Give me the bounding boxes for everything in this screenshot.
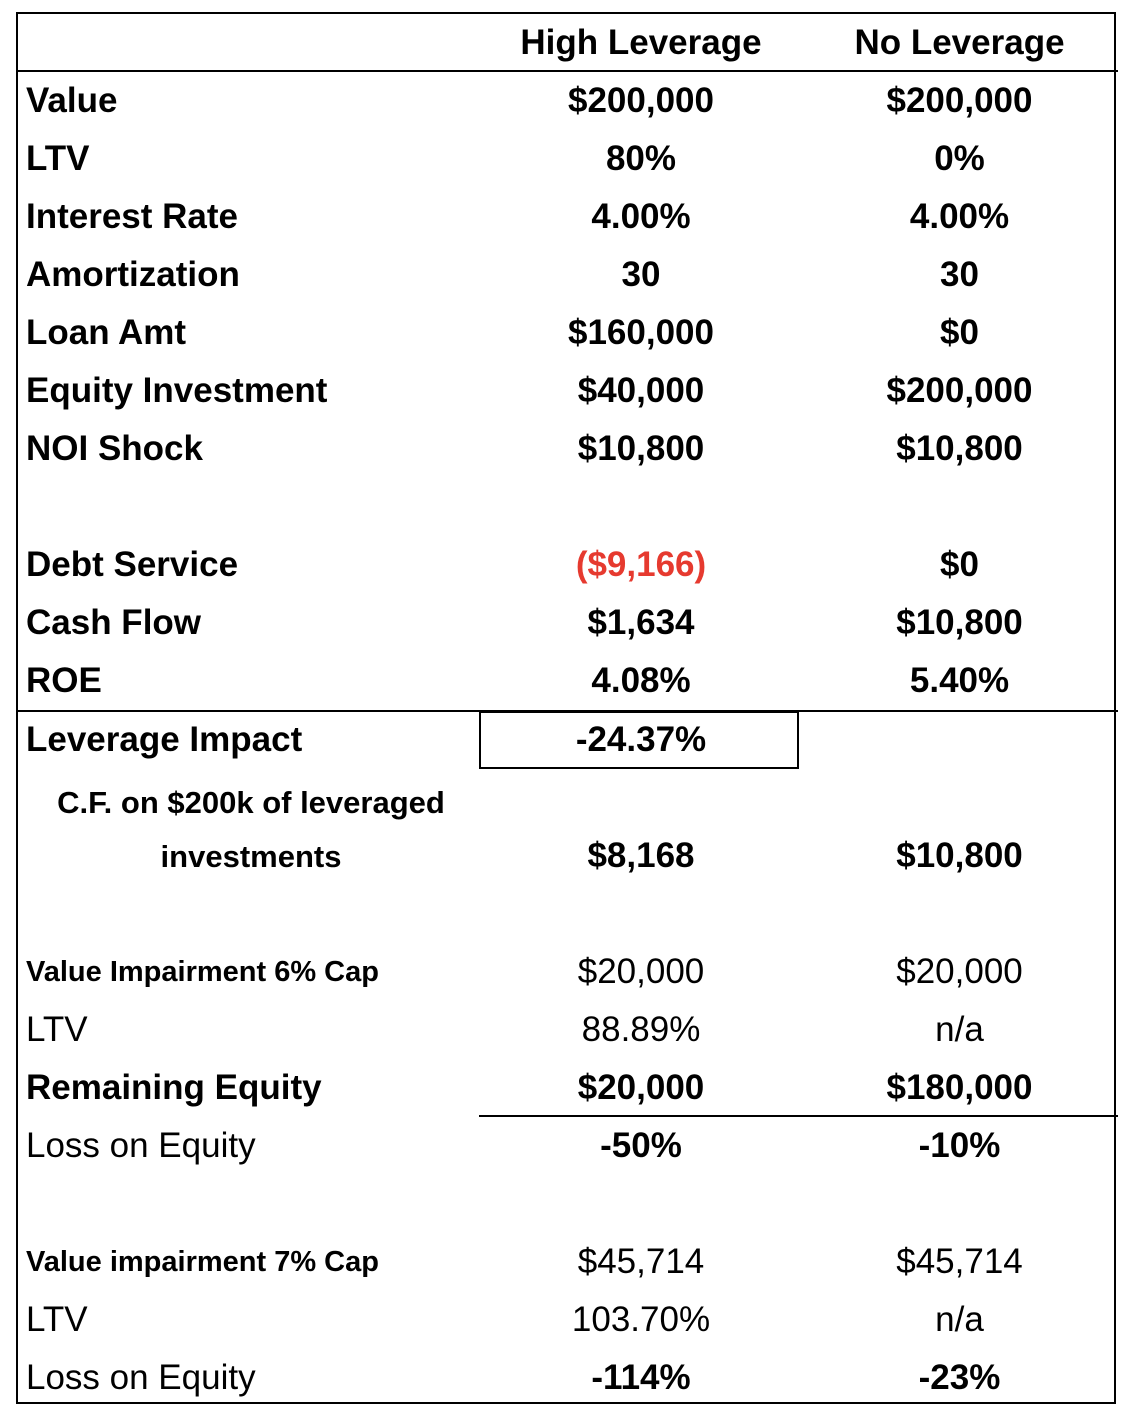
roe-high: 4.08% bbox=[591, 661, 691, 700]
remaining-equity-none: $180,000 bbox=[886, 1068, 1033, 1107]
amortization-high: 30 bbox=[621, 255, 661, 294]
ltv-none: 0% bbox=[934, 139, 985, 178]
row-label-value-impairment-7: Value impairment 7% Cap bbox=[26, 1246, 379, 1278]
noi-shock-none: $10,800 bbox=[896, 429, 1023, 468]
value-none: $200,000 bbox=[886, 81, 1033, 120]
debt-service-high: ($9,166) bbox=[575, 545, 707, 584]
row-label-amortization: Amortization bbox=[26, 255, 240, 294]
row-label-loss-on-equity-7: Loss on Equity bbox=[26, 1358, 256, 1397]
interest-rate-none: 4.00% bbox=[909, 197, 1010, 236]
cash-flow-high: $1,634 bbox=[587, 603, 695, 642]
row-label-cf-200k bbox=[26, 776, 476, 884]
row-label-equity-investment: Equity Investment bbox=[26, 371, 328, 410]
equity-investment-high: $40,000 bbox=[577, 371, 705, 410]
row-label-debt-service: Debt Service bbox=[26, 545, 239, 584]
loss-on-equity-7-high: -114% bbox=[591, 1358, 691, 1397]
amortization-none: 30 bbox=[940, 255, 979, 294]
debt-service-none: $0 bbox=[940, 545, 979, 584]
row-label-ltv: LTV bbox=[26, 139, 90, 178]
noi-shock-high: $10,800 bbox=[577, 429, 705, 468]
row-label-loan-amt: Loan Amt bbox=[26, 313, 187, 352]
cf-200k-label-line1: C.F. on $200k of leveraged bbox=[57, 785, 445, 820]
row-label-roe: ROE bbox=[26, 661, 102, 700]
leverage-comparison-table bbox=[16, 12, 1116, 1404]
roe-none: 5.40% bbox=[909, 661, 1010, 700]
equity-investment-none: $200,000 bbox=[886, 371, 1033, 410]
loss-on-equity-6-high: -50% bbox=[600, 1126, 682, 1165]
row-label-ltv-7: LTV bbox=[26, 1300, 88, 1339]
row-label-interest-rate: Interest Rate bbox=[26, 197, 239, 236]
cf-200k-label-line2: investments bbox=[160, 839, 342, 874]
ltv-6-high: 88.89% bbox=[581, 1010, 701, 1049]
value-impairment-7-high: $45,714 bbox=[577, 1242, 705, 1281]
remaining-equity-high: $20,000 bbox=[577, 1068, 705, 1107]
cf-200k-none: $10,800 bbox=[896, 836, 1023, 875]
value-high: $200,000 bbox=[568, 81, 714, 120]
row-label-loss-on-equity-6: Loss on Equity bbox=[26, 1126, 256, 1165]
loan-amt-high: $160,000 bbox=[568, 313, 714, 352]
row-label-ltv-6: LTV bbox=[26, 1010, 88, 1049]
ltv-high: 80% bbox=[605, 139, 677, 178]
leverage-impact-high: -24.37% bbox=[575, 720, 707, 759]
row-label-cash-flow: Cash Flow bbox=[26, 603, 202, 642]
value-impairment-7-none: $45,714 bbox=[896, 1242, 1023, 1281]
ltv-7-none: n/a bbox=[935, 1300, 984, 1339]
row-label-remaining-equity: Remaining Equity bbox=[26, 1068, 322, 1107]
header-no-leverage: No Leverage bbox=[854, 23, 1065, 62]
cash-flow-none: $10,800 bbox=[896, 603, 1023, 642]
ltv-6-none: n/a bbox=[935, 1010, 984, 1049]
value-impairment-6-high: $20,000 bbox=[577, 952, 705, 991]
interest-rate-high: 4.00% bbox=[591, 197, 691, 236]
loss-on-equity-6-none: -10% bbox=[918, 1126, 1001, 1165]
header-high-leverage: High Leverage bbox=[520, 23, 762, 62]
cf-200k-high: $8,168 bbox=[587, 836, 695, 875]
loss-on-equity-7-none: -23% bbox=[918, 1358, 1001, 1397]
row-label-value: Value bbox=[26, 81, 118, 120]
loan-amt-none: $0 bbox=[940, 313, 979, 352]
value-impairment-6-none: $20,000 bbox=[896, 952, 1023, 991]
row-label-value-impairment-6: Value Impairment 6% Cap bbox=[26, 956, 379, 988]
ltv-7-high: 103.70% bbox=[571, 1300, 711, 1339]
row-label-leverage-impact: Leverage Impact bbox=[26, 720, 303, 759]
row-label-noi-shock: NOI Shock bbox=[26, 429, 203, 468]
